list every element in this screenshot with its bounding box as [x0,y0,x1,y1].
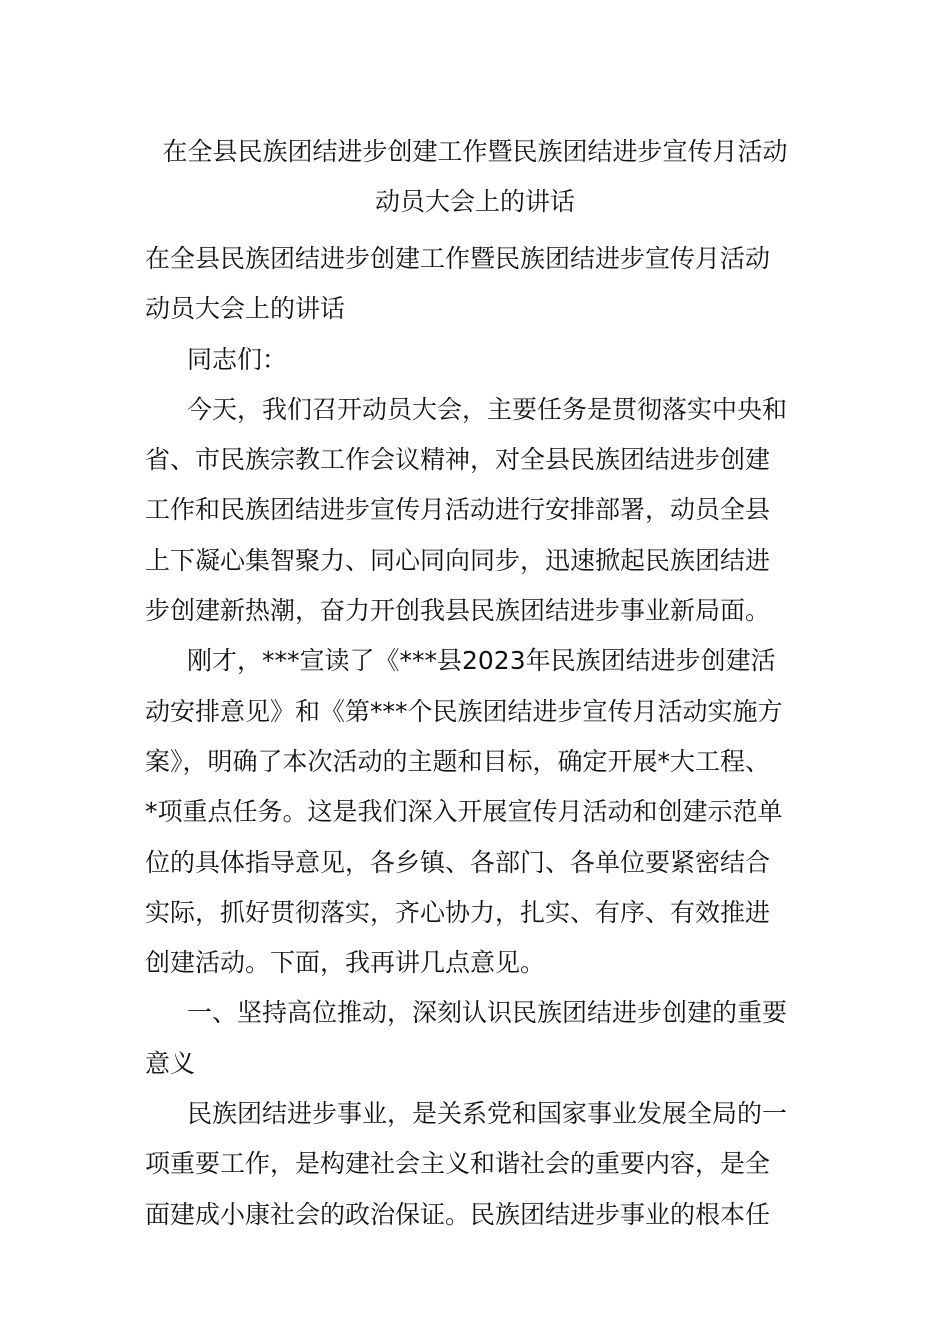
paragraph-line: 实际，抓好贯彻落实，齐心协力，扎实、有序、有效推进 [145,897,771,927]
paragraph-line: 民族团结进步事业，是关系党和国家事业发展全局的一 [187,1099,788,1129]
section-heading-line: 一、坚持高位推动，深刻认识民族团结进步创建的重要 [187,998,788,1028]
paragraph-line: 案》，明确了本次活动的主题和目标，确定开展*大工程、 [145,746,771,776]
section-heading-1 [145,988,810,1089]
paragraph-documents [145,636,810,988]
paragraph-line: 面建成小康社会的政治保证。民族团结进步事业的根本任 [145,1199,771,1229]
section-heading-line: 意义 [145,1048,196,1078]
document-title-line-2: 动员大会上的讲话 [374,187,575,216]
paragraph-line: 创建活动。下面，我再讲几点意见。 [145,948,546,978]
paragraph-line: 今天，我们召开动员大会，主要任务是贯彻落实中央和 [187,394,788,424]
document-title-line-1: 在全县民族团结进步创建工作暨民族团结进步宣传月活动 [162,137,788,166]
paragraph-opening [145,385,810,636]
paragraph-line: 省、市民族宗教工作会议精神，对全县民族团结进步创建 [145,445,771,475]
paragraph-line: 项重要工作，是构建社会主义和谐社会的重要内容，是全 [145,1149,771,1179]
repeated-heading-line: 动员大会上的讲话 [145,294,346,324]
salutation-text: 同志们： [187,344,288,374]
paragraph-line: 动安排意见》和《第***个民族团结进步宣传月活动实施方 [145,696,783,726]
paragraph-line: 工作和民族团结进步宣传月活动进行安排部署，动员全县 [145,495,771,525]
paragraph-line: 上下凝心集智聚力、同心同向同步，迅速掀起民族团结进 [145,545,771,575]
paragraph-line: 位的具体指导意见，各乡镇、各部门、各单位要紧密结合 [145,847,771,877]
paragraph-line: 步创建新热潮，奋力开创我县民族团结进步事业新局面。 [145,596,771,626]
salutation [145,335,810,385]
paragraph-line: 刚才，***宣读了《***县2023年民族团结进步创建活 [187,646,776,676]
paragraph-significance [145,1089,810,1240]
repeated-heading [145,234,810,335]
paragraph-line: *项重点任务。这是我们深入开展宣传月活动和创建示范单 [145,797,783,827]
repeated-heading-line: 在全县民族团结进步创建工作暨民族团结进步宣传月活动 [145,244,771,273]
document-body [145,234,810,1240]
